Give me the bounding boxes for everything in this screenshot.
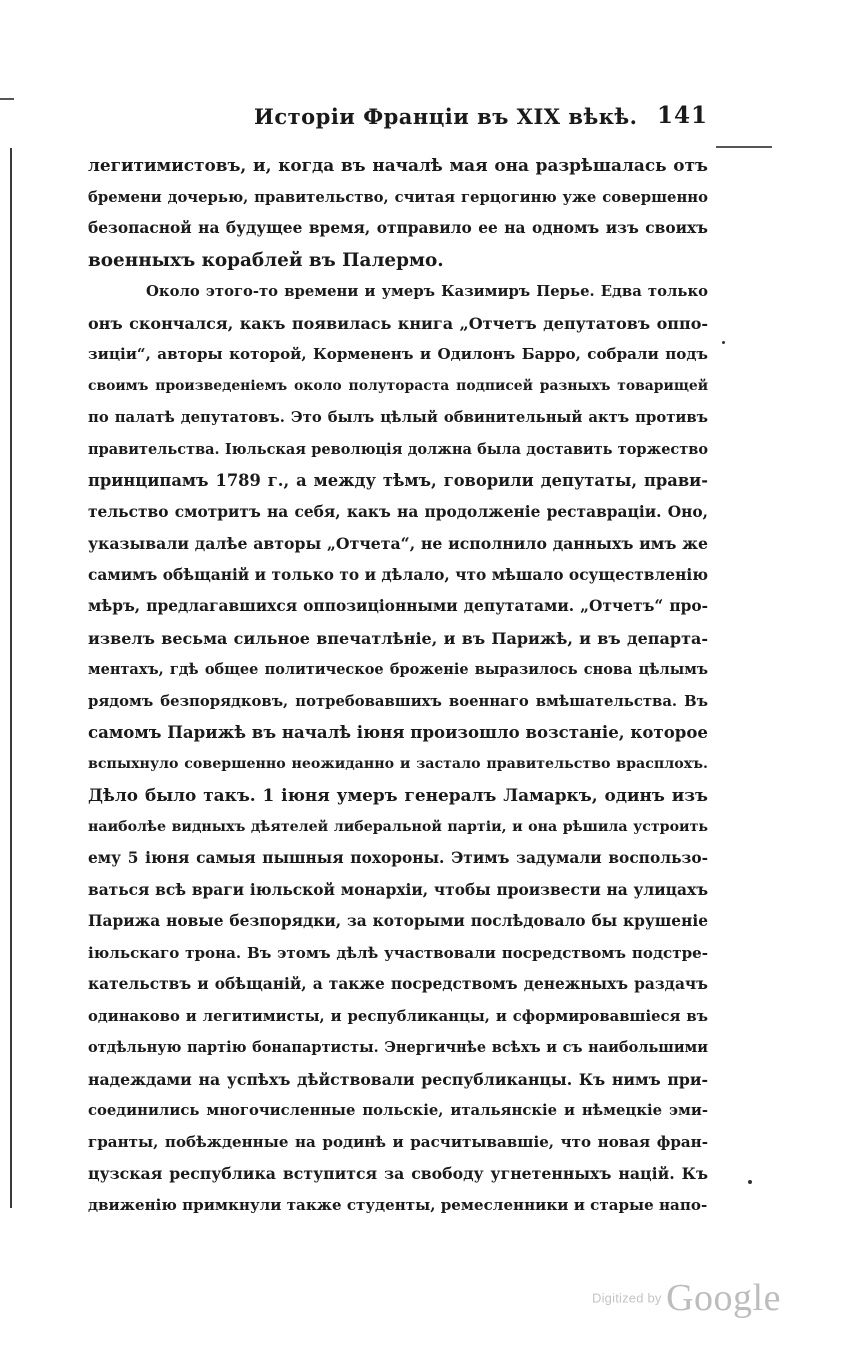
digitized-by-label: Digitized by	[592, 1290, 662, 1306]
text-line: правительства. Iюльская революцiя должна была доставить торжество	[88, 440, 708, 458]
page-number: 141	[656, 102, 708, 129]
text-line: соединились многочисленные польскiе, итальянскiе и нѣмецкiе эми-	[88, 1102, 708, 1119]
text-line: самимъ обѣщанiй и только то и дѣлало, что мѣшало осуществленiю	[88, 565, 708, 584]
text-line: Парижа новые безпорядки, за которыми послѣдовало бы крушенiе	[88, 912, 708, 930]
text-line: извелъ весьма сильное впечатлѣнiе, и въ Парижѣ, и въ департа-	[88, 628, 708, 648]
text-line: кательствъ и обѣщанiй, а также посредствомъ денежныхъ раздачъ	[88, 975, 708, 993]
text-line: ему 5 iюня самыя пышныя похороны. Этимъ задумали воспользо-	[88, 849, 708, 867]
text-line: ментахъ, гдѣ общее политическое броженiе выразилось снова цѣлымъ	[88, 661, 708, 678]
text-line: отдѣльную партiю бонапартисты. Энергичнѣе всѣхъ и съ наибольшими	[88, 1039, 708, 1056]
text-line: тельство смотритъ на себя, какъ на продолженiе реставрацiи. Оно,	[88, 502, 708, 521]
text-line: надеждами на успѣхъ дѣйствовали республиканцы. Къ нимъ при-	[88, 1069, 708, 1089]
text-line: самомъ Парижѣ въ началѣ iюня произошло возстанiе, которое	[88, 722, 708, 742]
header-rule-fragment	[716, 146, 772, 148]
running-title: Исторiи Францiи въ XIX вѣкѣ.	[254, 104, 638, 129]
text-line: указывали далѣе авторы „Отчета“, не исполнило данныхъ имъ же	[88, 534, 708, 553]
text-line: Дѣло было такъ. 1 iюня умеръ генералъ Ламаркъ, одинъ изъ	[88, 785, 708, 805]
text-line: зицiи“, авторы которой, Кормененъ и Одилонъ Барро, собрали подъ	[88, 345, 708, 363]
text-line: вспыхнуло совершенно неожиданно и застало правительство врасплохъ.	[88, 755, 708, 772]
text-line: безопасной на будущее время, отправило ее на одномъ изъ своихъ	[88, 219, 708, 237]
page-gutter-line	[10, 148, 12, 1208]
text-line: своимъ произведенiемъ около полутораста подписей разныхъ товарищей	[88, 377, 708, 394]
text-line: принципамъ 1789 г., а между тѣмъ, говорили депутаты, прави-	[88, 471, 708, 490]
text-line: одинаково и легитимисты, и республиканцы, и сформировавшiеся въ	[88, 1007, 708, 1025]
text-line: военныхъ кораблей въ Палермо.	[88, 249, 444, 271]
body-text	[88, 150, 708, 1221]
text-line: движенiю примкнули также студенты, ремесленники и старые напо-	[88, 1195, 708, 1214]
digitized-by-google-watermark	[592, 1276, 781, 1326]
text-line: онъ скончался, какъ появилась книга „Отчетъ депутатовъ оппо-	[88, 313, 708, 333]
text-line: легитимистовъ, и, когда въ началѣ мая она разрѣшалась отъ	[88, 155, 708, 175]
text-line: цузская республика вступится за свободу угнетенныхъ нацiй. Къ	[88, 1164, 708, 1183]
header-rule-fragment	[0, 98, 14, 100]
text-line: Около этого-то времени и умеръ Казимиръ Перье. Едва только	[146, 283, 708, 300]
text-line: iюльскаго трона. Въ этомъ дѣлѣ участвовали посредствомъ подстре-	[88, 943, 708, 962]
text-line: гранты, побѣжденные на родинѣ и расчитывавшiе, что новая фран-	[88, 1132, 708, 1151]
text-line: рядомъ безпорядковъ, потребовавшихъ военнаго вмѣшательства. Въ	[88, 692, 708, 710]
margin-speck	[748, 1180, 752, 1184]
text-line: мѣръ, предлагавшихся оппозицiонными депутатами. „Отчетъ“ про-	[88, 597, 708, 615]
text-line: наиболѣе видныхъ дѣятелей либеральной партiи, и она рѣшила устроить	[88, 818, 708, 835]
google-logo: Google	[666, 1277, 781, 1319]
running-head	[86, 100, 708, 134]
text-line: ваться всѣ враги iюльской монархiи, чтобы произвести на улицахъ	[88, 880, 708, 899]
text-line: по палатѣ депутатовъ. Это былъ цѣлый обвинительный актъ противъ	[88, 409, 708, 426]
text-line: бремени дочерью, правительство, считая герцогиню уже совершенно	[88, 188, 708, 206]
margin-speck	[722, 341, 725, 344]
